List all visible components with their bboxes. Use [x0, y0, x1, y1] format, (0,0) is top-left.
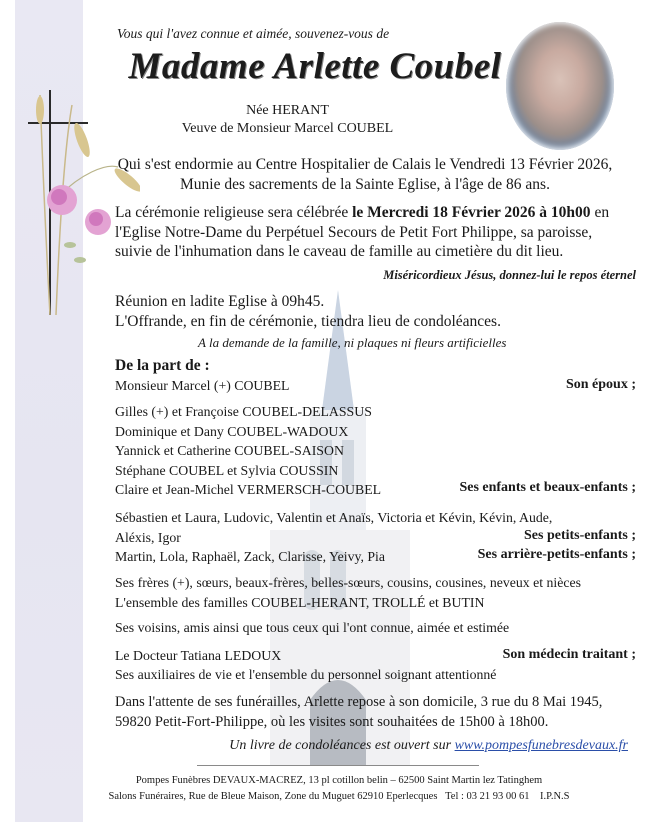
great-grandchildren: Martin, Lola, Raphaël, Zack, Clarisse, Yeivy, Pia: [115, 549, 386, 564]
child-2: Dominique et Dany COUBEL-WADOUX: [115, 423, 349, 439]
rest-line-1: Dans l'attente de ses funérailles, Arlette repose à son domicile, 3 rue du 8 Mai 1945,: [115, 694, 603, 710]
child-3: Yannick et Catherine COUBEL-SAISON: [115, 443, 344, 458]
death-announcement: [100, 155, 630, 194]
family-request: A la demande de la famille, ni plaques ni fleurs artificielles: [198, 335, 507, 350]
ceremony-line-3: suivie de l'inhumation dans le caveau de famille au cimetière du dit lieu.: [115, 243, 564, 260]
children-list: [115, 402, 381, 500]
rest-line-2: 59820 Petit-Fort-Philippe, où les visites sont souhaitées de 15h00 à 18h00.: [115, 713, 549, 730]
caregivers-line: Ses auxiliaires de vie et l'ensemble du personnel soignant attentionné: [115, 667, 497, 682]
extended-family: [115, 573, 581, 612]
children-relation: Ses enfants et beaux-enfants ;: [459, 480, 636, 495]
grandchildren-line-2: Aléxis, Igor: [115, 529, 181, 545]
footer-divider: [197, 765, 479, 766]
footer-line-1: Pompes Funèbres DEVAUX-MACREZ, 13 pl cotillon belin – 62500 Saint Martin lez Tatinghem: [135, 775, 543, 786]
spouse-name: Monsieur Marcel (+) COUBEL: [115, 378, 290, 393]
spouse-relation: Son époux ;: [565, 377, 636, 392]
death-line-2: Munie des sacrements de la Sainte Eglise, à l'âge de 86 ans.: [180, 175, 550, 193]
condolences-link[interactable]: www.pompesfunebresdevaux.fr: [454, 738, 628, 753]
deceased-name: Madame Arlette Coubel: [128, 46, 502, 87]
condolences-text: Un livre de condoléances est ouvert sur: [229, 738, 455, 753]
ceremony-text-end: en: [590, 204, 610, 221]
meeting-line-1: Réunion en ladite Eglise à 09h45.: [115, 293, 325, 310]
ceremony-text: La cérémonie religieuse sera célébrée: [115, 204, 353, 221]
doctor-name: Le Docteur Tatiana LEDOUX: [115, 648, 282, 663]
condolences-line: [229, 738, 628, 754]
child-4: Stéphane COUBEL et Sylvia COUSSIN: [115, 462, 339, 478]
prayer-text: Miséricordieux Jésus, donnez-lui le repos éternel: [383, 268, 636, 282]
child-5: Claire et Jean-Michel VERMERSCH-COUBEL: [115, 482, 382, 497]
intro-text: Vous qui l'avez connue et aimée, souvenez-vous de: [117, 26, 390, 41]
ceremony-block: [115, 203, 609, 262]
rest-block: [115, 693, 602, 732]
families-line: L'ensemble des familles COUBEL-HERANT, TROLLÉ et BUTIN: [115, 594, 485, 610]
ceremony-line-2: l'Eglise Notre-Dame du Perpétuel Secours de Petit Fort Philippe, sa paroisse,: [115, 223, 593, 241]
ceremony-date: le Mercredi 18 Février 2026 à 10h00: [352, 204, 591, 221]
footer-line-2: Salons Funéraires, Rue de Bleue Maison, Zone du Muguet 62910 Eperlecques Tel : 03 21 93 00 61 I.P.N.S: [108, 791, 570, 802]
meeting-block: [115, 292, 501, 331]
maiden-name-block: [0, 102, 575, 138]
death-line-1: Qui s'est endormie au Centre Hospitalier de Calais le Vendredi 13 Février 2026,: [117, 156, 613, 173]
ceremony-line-1: [115, 203, 609, 223]
siblings-line: Ses frères (+), sœurs, beaux-frères, belles-sœurs, cousins, cousines, neveux et nièces: [115, 575, 582, 590]
meeting-line-2: L'Offrande, en fin de cérémonie, tiendra lieu de condoléances.: [115, 312, 501, 330]
neighbors-line: Ses voisins, amis ainsi que tous ceux qui l'ont connue, aimée et estimée: [115, 620, 510, 635]
great-grandchildren-relation: Ses arrière-petits-enfants ;: [477, 547, 636, 562]
grandchildren-line-1: Sébastien et Laura, Ludovic, Valentin et Anaïs, Victoria et Kévin, Kévin, Aude,: [115, 510, 553, 525]
widow-of: Veuve de Monsieur Marcel COUBEL: [181, 121, 394, 136]
family-heading: De la part de :: [115, 357, 210, 374]
maiden-name: Née HERANT: [246, 103, 329, 118]
footer: [0, 773, 658, 805]
doctor-relation: Son médecin traitant ;: [502, 647, 636, 662]
child-1: Gilles (+) et Françoise COUBEL-DELASSUS: [115, 404, 372, 419]
grandchildren-relation: Ses petits-enfants ;: [524, 528, 636, 543]
